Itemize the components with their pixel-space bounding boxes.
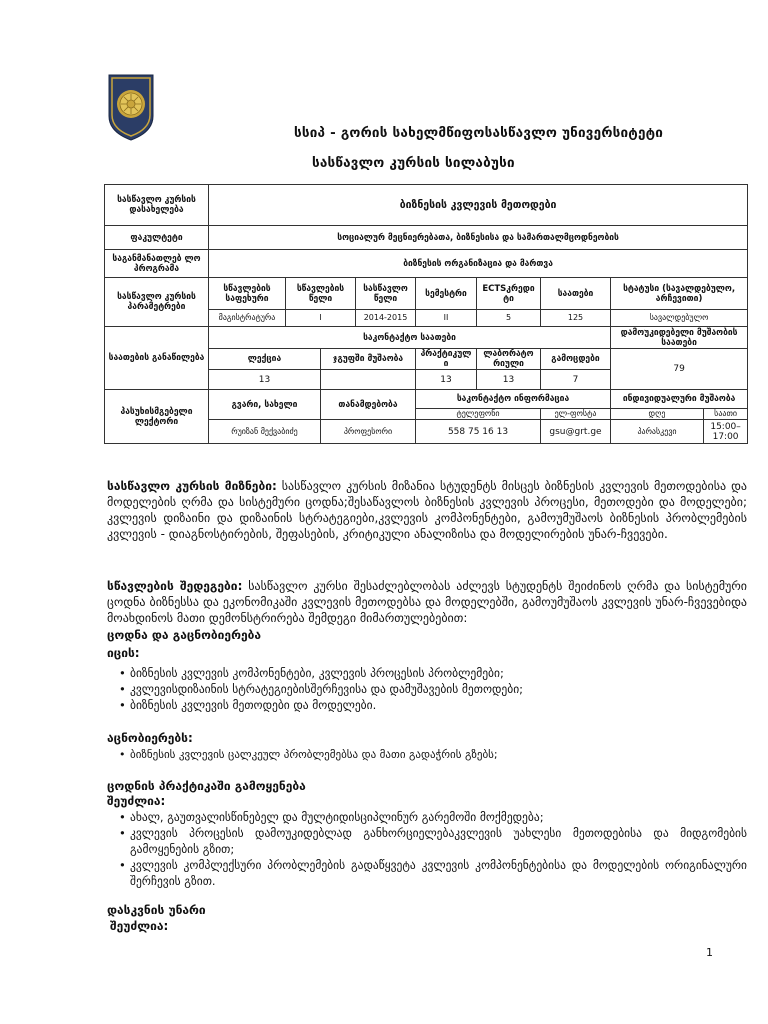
lecturer-name: რუიზან მექვაბიძე [209, 420, 321, 444]
program-row [105, 250, 748, 278]
list-item: • ბიზნესის კვლევის კომპონენტები, კვლევის პროცესის პრობლემები; [107, 665, 747, 681]
university-name: სსიპ - გორის სახელმწიფოსასწავლო უნივერსიტეტი [294, 125, 664, 141]
faculty-label: ფაკულტეტი [105, 226, 209, 250]
param-header: სწავლების წელი [286, 278, 356, 310]
param-header: ECTSკრედი ტი [477, 278, 541, 310]
knows-list [107, 665, 747, 713]
can-list [107, 809, 747, 889]
lecturer-phone: 558 75 16 13 [416, 420, 541, 444]
hour-value: 13 [477, 370, 541, 390]
learning-outcomes-paragraph [107, 578, 747, 626]
can-label-2: შეუძლია: [110, 919, 169, 933]
lecturer-position: პროფესორი [321, 420, 416, 444]
hour-value: 13 [209, 370, 321, 390]
hour-value: 7 [541, 370, 611, 390]
page-number: 1 [706, 946, 713, 959]
param-value: მაგისტრატურა [209, 310, 286, 327]
contact-subheader: დღე [611, 409, 704, 420]
lecturer-header: საკონტაქტო ინფორმაცია [416, 390, 611, 409]
course-goals-label: სასწავლო კურსის მიზნები: [107, 479, 277, 493]
hour-header: ლაბორატო რიული [477, 349, 541, 370]
faculty-row [105, 226, 748, 250]
hour-header: ლექცია [209, 349, 321, 370]
lecturer-header-row [105, 390, 748, 409]
hour-value: 13 [416, 370, 477, 390]
university-seal-logo [107, 72, 155, 142]
course-goals-paragraph [107, 478, 747, 542]
contact-subheader: საათი [704, 409, 748, 420]
application-heading: ცოდნის პრაქტიკაში გამოყენება [107, 779, 306, 793]
list-item: • ახალ, გაუთვალისწინებელ და მულტიდისციპლინურ გარემოში მოქმედება; [107, 809, 747, 825]
hour-value [321, 370, 416, 390]
contact-subheader: ელ-ფოსტა [541, 409, 611, 420]
program-label: საგანმანათლებ ლო პროგრამა [105, 250, 209, 278]
lecturer-header: ინდივიდუალური მუშაობა [611, 390, 748, 409]
param-header: სტატუსი (სავალდებულო, არჩევითი) [611, 278, 748, 310]
syllabus-table [104, 184, 748, 444]
param-header: სწავლების საფეხური [209, 278, 286, 310]
course-name-label: სასწავლო კურსის დასახელება [105, 185, 209, 226]
conclusion-heading: დასკვნის უნარი [107, 903, 206, 917]
hour-header: პრაქტიკულ ი [416, 349, 477, 370]
knowledge-heading: ცოდნა და გაცნობიერება [107, 628, 262, 642]
list-item: • ბიზნესის კვლევის ცალკეულ პრობლემებსა და მათი გადაჭრის გზებს; [107, 748, 747, 762]
param-value: II [416, 310, 477, 327]
list-item: • კვლევის პროცესის დამოუკიდებლად განხორციელებაკვლევის უახლესი მეთოდებისა და მიდგომების გამოყენების გზით; [107, 825, 747, 857]
hour-header: გამოცდები [541, 349, 611, 370]
param-value: სავალდებულო [611, 310, 748, 327]
params-header-row [105, 278, 748, 310]
param-value: 125 [541, 310, 611, 327]
learning-outcomes-text: სასწავლო კურსი შესაძლებლობას აძლევს სტუდენტს შეიძინოს ღრმა და სისტემური ცოდნა ბიზნესსა და ეკონომიკაში კვლევის მეთოდებსა და მოდელებში, გამოუმუშაოს კვლევის უნარ-ჩვევებიდა მოახდინოს მათი დემონსტრირება შემდეგი მიმართულებებით: [107, 579, 747, 625]
learning-outcomes-label: სწავლების შედეგები: [107, 579, 243, 593]
independent-hours-label: დამოუკიდებელი მუშაობის საათები [611, 327, 748, 349]
lecturer-email: gsu@grt.ge [541, 420, 611, 444]
param-header: სემესტრი [416, 278, 477, 310]
consultation-time: 15:00–17:00 [704, 420, 748, 444]
params-label: სასწავლო კურსის პარამეტრები [105, 278, 209, 327]
param-value: 5 [477, 310, 541, 327]
hours-header-row [105, 327, 748, 349]
understands-label: აცნობიერებს: [107, 731, 193, 745]
list-item: • ბიზნესის კვლევის მეთოდები და მოდელები. [107, 697, 747, 713]
independent-hours-value: 79 [611, 349, 748, 390]
lecturer-header: გვარი, სახელი [209, 390, 321, 420]
param-value: 2014-2015 [356, 310, 416, 327]
contact-hours-label: საკონტაქტო საათები [209, 327, 611, 349]
list-item: • კვლევისდიზაინის სტრატეგიებისშერჩევისა და დამუშავების მეთოდები; [107, 681, 747, 697]
faculty-value: სოციალურ მეცნიერებათა, ბიზნესისა და სამართალმცოდნეობის [209, 226, 748, 250]
param-header: საათები [541, 278, 611, 310]
course-goals-text: სასწავლო კურსის მიზანია სტუდენტს მისცეს ბიზნესის კვლევის მეთოდებისა და მოდელების ღრმა და სისტემური ცოდნა;შესაწავლოს ბიზნესის კვლევის პროცესი, მეთოდები და მოდელები; კვლევის დიზაინი და დიზაინის სტრატეგიები,კვლევის კომპონენტები, გამოუმუშაოს ბიზნესის პრობლემების კვლევის - დიაგნოსტირების, შეფასების, კრიტიკული ანალიზისა და მოდელირების უნარ-ჩვევები. [107, 479, 747, 541]
list-item: • კვლევის კომპლექსური პრობლემების გადაწყვეტა კვლევის კომპონენტებისა და მოდელების ორიგინალური შერჩევის გზით. [107, 857, 747, 889]
param-header: სასწავლო წელი [356, 278, 416, 310]
lecturer-header: თანამდებობა [321, 390, 416, 420]
understands-list [107, 748, 747, 762]
program-value: ბიზნესის ორგანიზაცია და მართვა [209, 250, 748, 278]
hour-header: ჯგუფში მუშაობა [321, 349, 416, 370]
course-name-value: ბიზნესის კვლევის მეთოდები [209, 185, 748, 226]
contact-subheader: ტელეფონი [416, 409, 541, 420]
hours-label: საათების განაწილება [105, 327, 209, 390]
knows-label: იცის: [107, 646, 140, 660]
document-title: სასწავლო კურსის სილაბუსი [312, 155, 515, 171]
param-value: I [286, 310, 356, 327]
consultation-day: პარასკევი [611, 420, 704, 444]
can-label: შეუძლია: [107, 794, 166, 808]
course-name-row [105, 185, 748, 226]
lecturer-label: პასუხისმგებელი ლექტორი [105, 390, 209, 444]
